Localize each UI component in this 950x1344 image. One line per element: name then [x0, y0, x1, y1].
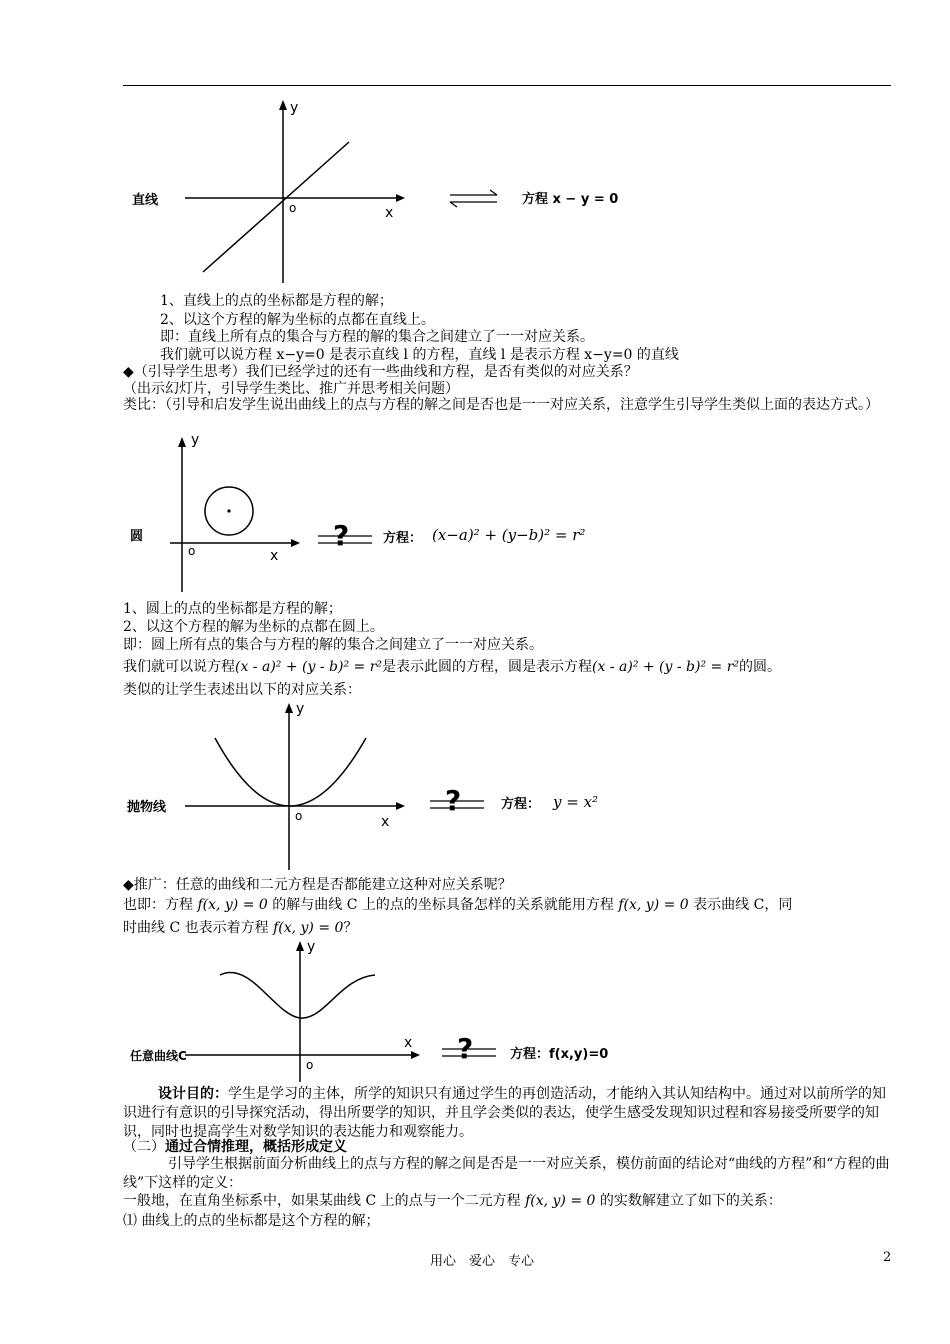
paragraph: 我们就可以说方程(x - a)² + (y - b)² = r²是表示此圆的方程，圆是表示方程(x - a)² + (y - b)² = r²的圆。	[123, 659, 782, 675]
figure4-equation: 方程：f(x,y)=0	[510, 1047, 609, 1062]
question-arrow-icon	[430, 784, 484, 817]
paragraph: 一般地，在直角坐标系中，如果某曲线 C 上的点与一个二元方程 f(x, y) = 0 的实数解建立了如下的关系：	[123, 1193, 782, 1209]
footer-motto: 用心 爱心 专心	[430, 1254, 535, 1269]
figure4-label: 任意曲线C	[130, 1049, 187, 1063]
paragraph: 2、以这个方程的解为坐标的点都在直线上。	[160, 312, 435, 328]
question-arrow-icon	[318, 519, 372, 552]
svg-text:?: ?	[333, 519, 350, 552]
figure2-equation: (x−a)² + (y−b)² = r²	[432, 526, 586, 544]
circle-center	[227, 509, 230, 512]
figure3-equation-prefix: 方程：	[501, 797, 541, 812]
page-number: 2	[883, 1250, 892, 1265]
paragraph: 类似的让学生表述出以下的对应关系：	[123, 682, 361, 698]
figure-circle	[170, 437, 372, 592]
figure3-label: 抛物线	[127, 800, 167, 815]
figure3-origin: o	[295, 809, 303, 823]
figure1-origin: o	[289, 201, 297, 215]
paragraph: 引导学生根据前面分析曲线上的点与方程的解之间是否是一一对应关系，模仿前面的结论对“曲线的方程”和“方程的曲线”下这样的定义：	[123, 1156, 890, 1191]
paragraph: 即：直线上所有点的集合与方程的解的集合之间建立了一一对应关系。	[160, 329, 594, 345]
figure4-origin: o	[306, 1058, 314, 1072]
figure-line	[185, 100, 497, 283]
figure1-label: 直线	[132, 193, 159, 208]
paragraph: 即：圆上所有点的集合与方程的解的集合之间建立了一一对应关系。	[123, 637, 543, 653]
paragraph: 我们就可以说方程 x−y=0 是表示直线 l 的方程，直线 l 是表示方程 x−y=0 的直线	[160, 347, 679, 363]
paragraph: （出示幻灯片，引导学生类比、推广并思考相关问题）	[123, 381, 459, 397]
figure1-x-label: x	[385, 205, 394, 221]
question-arrow-icon	[442, 1032, 496, 1065]
paragraph: 2、以这个方程的解为坐标的点都在圆上。	[123, 619, 384, 635]
figure2-y-label: y	[191, 432, 200, 448]
figure3-y-label: y	[296, 701, 305, 717]
figure4-x-label: x	[404, 1035, 413, 1051]
paragraph: 类比：（引导和启发学生说出曲线上的点与方程的解之间是否也是一一对应关系，注意学生引导学生类似上面的表达方式。）	[123, 397, 879, 413]
parabola-graph	[215, 738, 366, 806]
svg-text:?: ?	[445, 784, 462, 817]
figure2-x-label: x	[270, 548, 279, 564]
figure2-equation-prefix: 方程：	[383, 531, 423, 546]
equation-circle: (x - a)² + (y - b)² = r²	[592, 659, 740, 675]
paragraph: 1、圆上的点的坐标都是方程的解；	[123, 601, 342, 617]
paragraph: 1、直线上的点的坐标都是方程的解；	[160, 293, 393, 309]
figure-curve	[185, 941, 496, 1082]
paragraph: 也即：方程 f(x, y) = 0 的解与曲线 C 上的点的坐标具备怎样的关系就能用方程 f(x, y) = 0 表示曲线 C，同	[123, 897, 793, 913]
figure2-origin: o	[188, 544, 196, 558]
x-arrow	[396, 194, 405, 202]
line-graph	[203, 142, 349, 272]
svg-text:?: ?	[457, 1032, 474, 1065]
equation-circle: (x - a)² + (y - b)² = r²	[235, 659, 383, 675]
curve-graph	[220, 972, 375, 1018]
figure3-x-label: x	[381, 814, 390, 830]
paragraph: ⑴ 曲线上的点的坐标都是这个方程的解；	[123, 1213, 380, 1229]
paragraph: 时曲线 C 也表示着方程 f(x, y) = 0？	[123, 920, 358, 936]
figure1-equation: 方程 x − y = 0	[522, 192, 619, 207]
figure3-equation: y = x²	[553, 793, 599, 811]
y-arrow	[279, 100, 287, 110]
figure2-label: 圆	[130, 529, 144, 544]
design-purpose: 设计目的：学生是学习的主体，所学的知识只有通过学生的再创造活动，才能纳入其认知结构中。通过对以前所学的知识进行有意识的引导探究活动，得出所要学的知识，并且学会类似的表达，使学生感受发现知识过程和容易接受所要学的知识，同时也提高学生对数学知识的表达能力和观察能力。	[123, 1086, 886, 1140]
paragraph: ◆推广：任意的曲线和二元方程是否都能建立这种对应关系呢？	[123, 877, 512, 893]
paragraph: ◆（引导学生思考）我们已经学过的还有一些曲线和方程，是否有类似的对应关系？	[123, 364, 638, 380]
figure-parabola	[185, 703, 484, 870]
figure1-y-label: y	[290, 100, 299, 116]
figure4-y-label: y	[307, 939, 316, 955]
section-heading: （二）通过合情推理，概括形成定义	[123, 1139, 347, 1155]
